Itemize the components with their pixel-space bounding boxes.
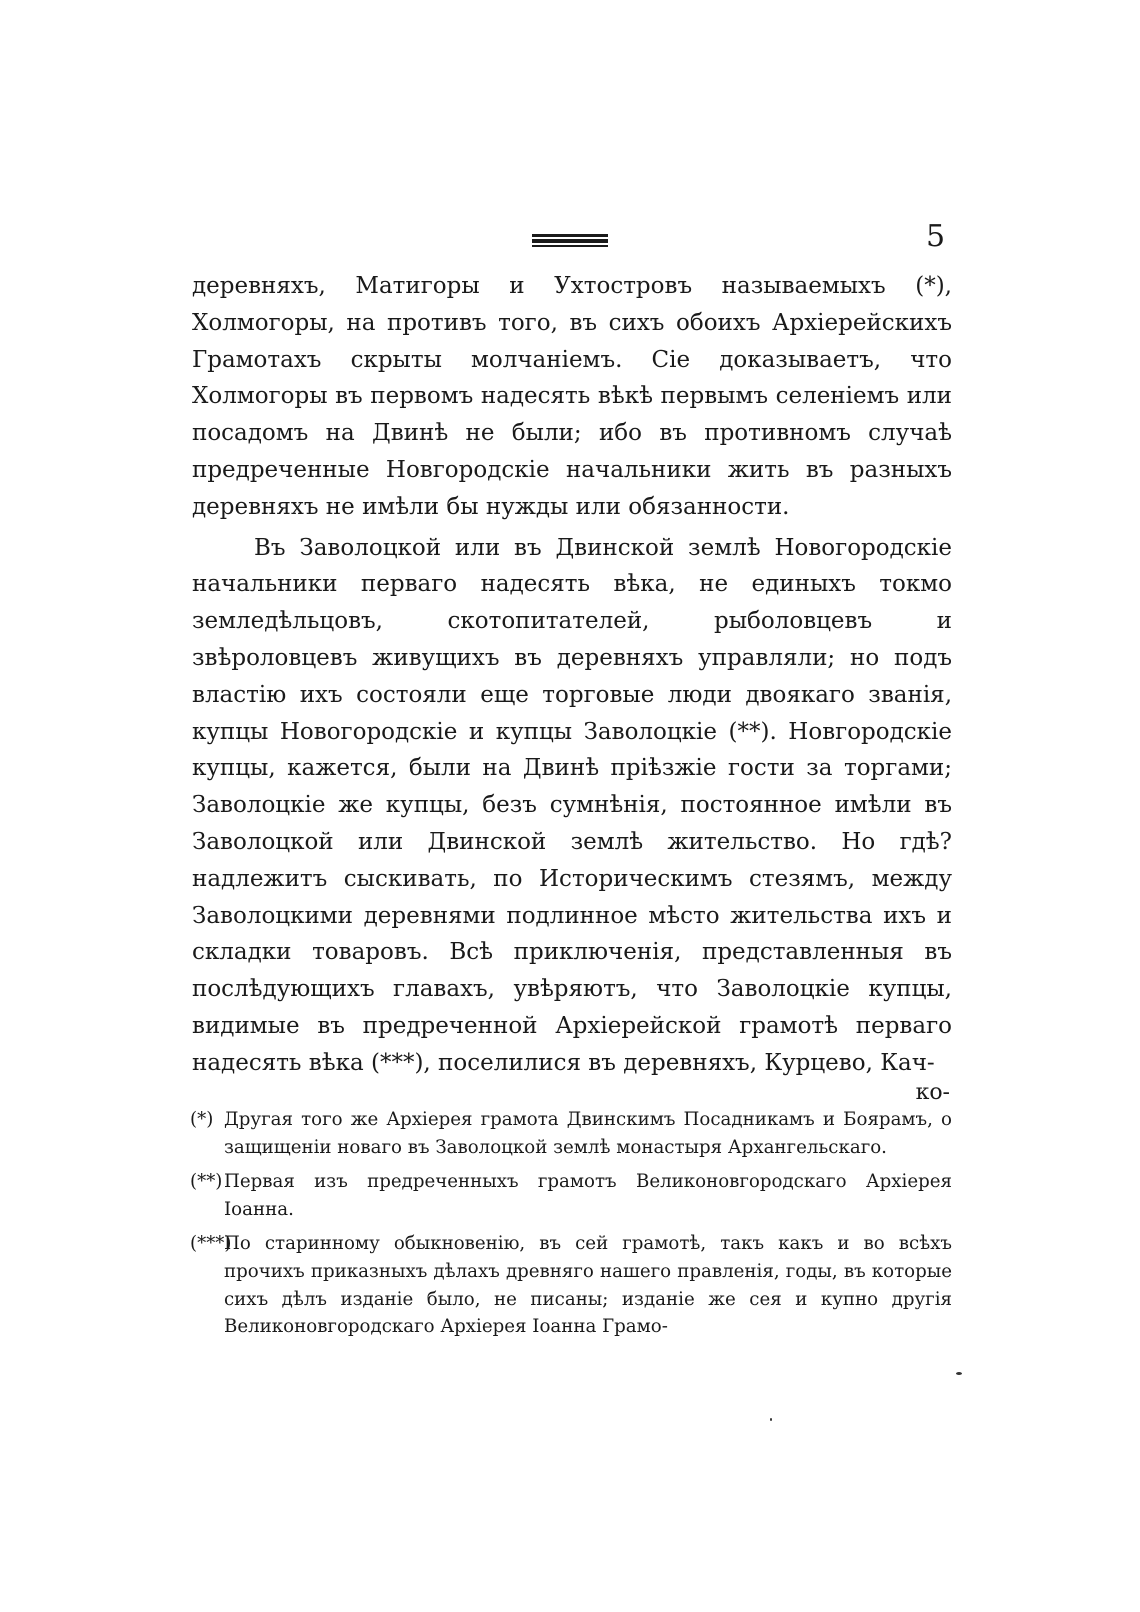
footnote-text: Другая того же Архіерея грамота Двинскимъ Посадникамъ и Боярамъ, о защищеніи новаго въ Заволоцкой землѣ монастыря Архангельскаго.	[224, 1109, 952, 1158]
footnote-1	[190, 1106, 952, 1161]
main-text	[192, 268, 952, 1082]
page-number: 5	[926, 219, 946, 254]
footnote-mark: (***)	[190, 1233, 232, 1255]
paragraph-2: Въ Заволоцкой или въ Двинской землѣ Новогородскіе начальники перваго надесять вѣка, не единыхъ токмо земледѣльцовъ, скотопитателей, рыболовцевъ и звѣроловцевъ живущихъ въ деревняхъ управляли; но подъ властію ихъ состояли еще торговые люди двоякаго званія, купцы Новогородскіе и купцы Заволоцкіе (**). Новгородскіе купцы, кажется, были на Двинѣ пріѣзжіе гости за торгами; Заволоцкіе же купцы, безъ сумнѣнія, постоянное имѣли въ Заволоцкой или Двинской землѣ жительство. Но гдѣ? надлежитъ сыскивать, по Историческимъ стезямъ, между Заволоцкими деревнями подлинное мѣсто жительства ихъ и складки товаровъ. Всѣ приключенія, представленныя въ послѣдующихъ главахъ, увѣряютъ, что Заволоцкіе купцы, видимые въ предреченной Архіерейской грамотѣ перваго надесять вѣка (***), поселилися въ деревняхъ, Курцево, Кач-	[192, 534, 952, 1076]
catchword: ко-	[915, 1080, 950, 1105]
rule-line-top	[532, 234, 608, 237]
header-ornament-rule	[532, 234, 608, 248]
rule-line-middle	[532, 239, 608, 243]
footnote-text: Первая изъ предреченныхъ грамотъ Великоновгородскаго Архіерея Іоанна.	[224, 1171, 952, 1220]
footnote-3	[190, 1230, 952, 1340]
footnote-mark: (*)	[190, 1109, 214, 1130]
print-speck	[770, 1418, 772, 1421]
footnote-mark: (**)	[190, 1171, 223, 1193]
rule-line-bottom	[532, 245, 608, 247]
paragraph-1: деревняхъ, Матигоры и Ухтостровъ называемыхъ (*), Холмогоры, на противъ того, въ сихъ обоихъ Архіерейскихъ Грамотахъ скрыты молчаніемъ. Сіе доказываетъ, что Холмогоры въ первомъ надесять вѣкѣ первымъ селеніемъ или посадомъ на Двинѣ не были; ибо въ противномъ случаѣ предреченные Новгородскіе начальники жить въ разныхъ деревняхъ не имѣли бы нужды или обязанности.	[192, 273, 952, 520]
footnote-text: По старинному обыкновенію, въ сей грамотѣ, такъ какъ и во всѣхъ прочихъ приказныхъ дѣлахъ древняго нашего правленія, годы, въ которые сихъ дѣлъ изданіе было, не писаны; изданіе же сея и купно другія Великоновгородскаго Архіерея Іоанна Грамо-	[224, 1233, 952, 1338]
print-speck	[956, 1372, 962, 1375]
footnotes	[190, 1106, 952, 1348]
footnote-2	[190, 1168, 952, 1223]
